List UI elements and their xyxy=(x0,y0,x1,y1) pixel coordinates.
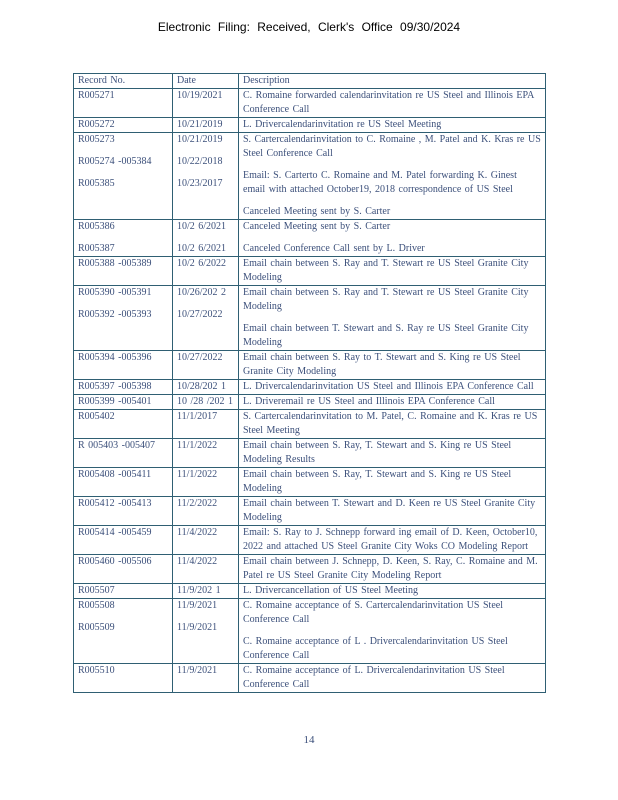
record-number: R005460 -005506 xyxy=(78,556,152,567)
record-number-cell xyxy=(74,133,173,220)
record-description-cell xyxy=(239,497,546,526)
record-date: 10/26/202 2 xyxy=(177,287,227,298)
record-number: R005387 xyxy=(78,243,115,254)
table-row xyxy=(74,526,546,555)
record-date-cell xyxy=(173,599,239,664)
record-description-cell xyxy=(239,89,546,118)
record-number: R005402 xyxy=(78,411,115,422)
table-row xyxy=(74,599,546,664)
record-description: Email: S. Ray to J. Schnepp forward ing email of D. Keen, October10, 2022 and attached US Steel Granite City Woks CO Modeling Report xyxy=(243,527,538,552)
record-date: 10 /28 /202 1 xyxy=(177,396,234,407)
record-description: Email chain between S. Ray to T. Stewart and S. King re US Steel Granite City Modeling xyxy=(243,352,521,377)
record-date: 10/2 6/2022 xyxy=(177,258,227,269)
record-number: R005385 xyxy=(78,178,115,189)
record-date: 11/1/2017 xyxy=(177,411,218,422)
table-header-row xyxy=(74,74,546,89)
record-date: 10/21/2019 xyxy=(177,119,223,130)
record-date-cell xyxy=(173,468,239,497)
record-date-cell xyxy=(173,220,239,257)
record-number-cell xyxy=(74,351,173,380)
record-date: 10/2 6/2021 xyxy=(177,221,227,232)
record-description-cell xyxy=(239,286,546,351)
record-date: 11/1/2022 xyxy=(177,469,218,480)
date-header: Date xyxy=(173,74,239,89)
table-row xyxy=(74,468,546,497)
record-number: R005274 -005384 xyxy=(78,156,152,167)
table-row xyxy=(74,133,546,220)
record-number: R005388 -005389 xyxy=(78,258,152,269)
record-date-cell xyxy=(173,395,239,410)
table-row xyxy=(74,410,546,439)
record-date-cell xyxy=(173,497,239,526)
page-number: 14 xyxy=(303,734,315,746)
record-description: Email chain between J. Schnepp, D. Keen, S. Ray, C. Romaine and M. Patel re US Steel Granite City Modeling Report xyxy=(243,556,538,581)
record-number-cell xyxy=(74,526,173,555)
record-date-cell xyxy=(173,410,239,439)
record-number: R005392 -005393 xyxy=(78,309,152,320)
record-table xyxy=(73,73,546,693)
record-description: S. Cartercalendarinvitation to C. Romaine , M. Patel and K. Kras re US Steel Conference Call xyxy=(243,134,541,159)
table-row xyxy=(74,118,546,133)
record-number-cell xyxy=(74,89,173,118)
record-description: L. Drivercalendarinvitation US Steel and Illinois EPA Conference Call xyxy=(243,381,534,392)
record-description: Email chain between S. Ray, T. Stewart and S. King re US Steel Modeling xyxy=(243,469,512,494)
record-date: 11/9/2021 xyxy=(177,622,218,633)
record-no-header: Record No. xyxy=(74,74,173,89)
record-number-cell xyxy=(74,410,173,439)
record-date-cell xyxy=(173,286,239,351)
record-description: Canceled Meeting sent by S. Carter xyxy=(243,206,391,217)
record-number: R005397 -005398 xyxy=(78,381,152,392)
record-number: R005399 -005401 xyxy=(78,396,152,407)
record-date: 10/28/202 1 xyxy=(177,381,227,392)
table-row xyxy=(74,220,546,257)
table-row xyxy=(74,584,546,599)
table-row xyxy=(74,497,546,526)
record-number-cell xyxy=(74,118,173,133)
record-description-cell xyxy=(239,133,546,220)
record-description-cell xyxy=(239,118,546,133)
table-row xyxy=(74,380,546,395)
record-date: 10/2 6/2021 xyxy=(177,243,227,254)
record-number: R005412 -005413 xyxy=(78,498,152,509)
table-row xyxy=(74,89,546,118)
table-row xyxy=(74,664,546,693)
record-description: Email chain between S. Ray and T. Stewart re US Steel Granite City Modeling xyxy=(243,258,529,283)
record-description: Canceled Meeting sent by S. Carter xyxy=(243,221,391,232)
record-number-cell xyxy=(74,220,173,257)
record-number: R005414 -005459 xyxy=(78,527,152,538)
table-row xyxy=(74,395,546,410)
record-date: 10/21/2019 xyxy=(177,134,223,145)
record-number-cell xyxy=(74,257,173,286)
record-number: R005509 xyxy=(78,622,115,633)
record-description: L. Drivercalendarinvitation re US Steel Meeting xyxy=(243,119,442,130)
record-date-cell xyxy=(173,257,239,286)
record-date: 11/4/2022 xyxy=(177,527,218,538)
record-number: R005273 xyxy=(78,134,115,145)
record-description-cell xyxy=(239,257,546,286)
record-description-cell xyxy=(239,410,546,439)
record-description: Canceled Conference Call sent by L. Driver xyxy=(243,243,425,254)
record-number-cell xyxy=(74,468,173,497)
record-description: C. Romaine forwarded calendarinvitation re US Steel and Illinois EPA Conference Call xyxy=(243,90,534,115)
record-description-cell xyxy=(239,555,546,584)
record-date-cell xyxy=(173,555,239,584)
record-number: R005394 -005396 xyxy=(78,352,152,363)
record-date-cell xyxy=(173,380,239,395)
description-header: Description xyxy=(239,74,546,89)
record-date: 10/22/2018 xyxy=(177,156,223,167)
record-number: R005510 xyxy=(78,665,115,676)
record-date-cell xyxy=(173,133,239,220)
record-number-cell xyxy=(74,395,173,410)
record-description: Email chain between S. Ray, T. Stewart and S. King re US Steel Modeling Results xyxy=(243,440,512,465)
record-number: R005507 xyxy=(78,585,115,596)
record-date-cell xyxy=(173,584,239,599)
record-description: C. Romaine acceptance of S. Cartercalendarinvitation US Steel Conference Call xyxy=(243,600,503,625)
record-description-cell xyxy=(239,526,546,555)
record-description: Email chain between T. Stewart and D. Keen re US Steel Granite City Modeling xyxy=(243,498,536,523)
table-row xyxy=(74,351,546,380)
record-date: 10/23/2017 xyxy=(177,178,223,189)
record-date: 11/4/2022 xyxy=(177,556,218,567)
record-description: Email chain between S. Ray and T. Stewart re US Steel Granite City Modeling xyxy=(243,287,529,312)
record-date-cell xyxy=(173,118,239,133)
record-date-cell xyxy=(173,526,239,555)
record-description-cell xyxy=(239,351,546,380)
record-description-cell xyxy=(239,599,546,664)
record-description-cell xyxy=(239,395,546,410)
record-description: C. Romaine acceptance of L. Drivercalendarinvitation US Steel Conference Call xyxy=(243,665,505,690)
record-date: 11/9/2021 xyxy=(177,665,218,676)
record-description: L. Driveremail re US Steel and Illinois EPA Conference Call xyxy=(243,396,495,407)
record-number: R005390 -005391 xyxy=(78,287,152,298)
record-number: R005272 xyxy=(78,119,115,130)
record-date-cell xyxy=(173,664,239,693)
record-description-cell xyxy=(239,439,546,468)
record-date-cell xyxy=(173,351,239,380)
record-number-cell xyxy=(74,439,173,468)
table-row xyxy=(74,286,546,351)
table-row xyxy=(74,555,546,584)
record-description: Email chain between T. Stewart and S. Ray re US Steel Granite City Modeling xyxy=(243,323,529,348)
record-description: L. Drivercancellation of US Steel Meeting xyxy=(243,585,418,596)
record-description-cell xyxy=(239,664,546,693)
table-row xyxy=(74,439,546,468)
record-number-cell xyxy=(74,599,173,664)
record-number: R005408 -005411 xyxy=(78,469,152,480)
record-description-cell xyxy=(239,584,546,599)
record-description-cell xyxy=(239,468,546,497)
record-date: 10/27/2022 xyxy=(177,352,223,363)
record-number-cell xyxy=(74,497,173,526)
record-date: 11/9/2021 xyxy=(177,600,218,611)
record-description: Email: S. Carterto C. Romaine and M. Patel forwarding K. Ginest email with attached October19, 2018 correspondence of US Steel xyxy=(243,170,517,195)
record-number: R005508 xyxy=(78,600,115,611)
record-description: S. Cartercalendarinvitation to M. Patel, C. Romaine and K. Kras re US Steel Meeting xyxy=(243,411,538,436)
record-number-cell xyxy=(74,380,173,395)
record-number: R005271 xyxy=(78,90,115,101)
record-date: 10/27/2022 xyxy=(177,309,223,320)
record-date-cell xyxy=(173,439,239,468)
record-description-cell xyxy=(239,220,546,257)
record-number-cell xyxy=(74,664,173,693)
record-number-cell xyxy=(74,584,173,599)
record-number-cell xyxy=(74,555,173,584)
record-date: 10/19/2021 xyxy=(177,90,223,101)
record-description: C. Romaine acceptance of L . Drivercalendarinvitation US Steel Conference Call xyxy=(243,636,508,661)
record-date: 11/1/2022 xyxy=(177,440,218,451)
record-number-cell xyxy=(74,286,173,351)
record-date-cell xyxy=(173,89,239,118)
record-number: R 005403 -005407 xyxy=(78,440,155,451)
record-date: 11/2/2022 xyxy=(177,498,218,509)
record-date: 11/9/202 1 xyxy=(177,585,221,596)
record-description-cell xyxy=(239,380,546,395)
table-row xyxy=(74,257,546,286)
record-number: R005386 xyxy=(78,221,115,232)
filing-stamp: Electronic Filing: Received, Clerk's Office 09/30/2024 xyxy=(157,20,461,34)
